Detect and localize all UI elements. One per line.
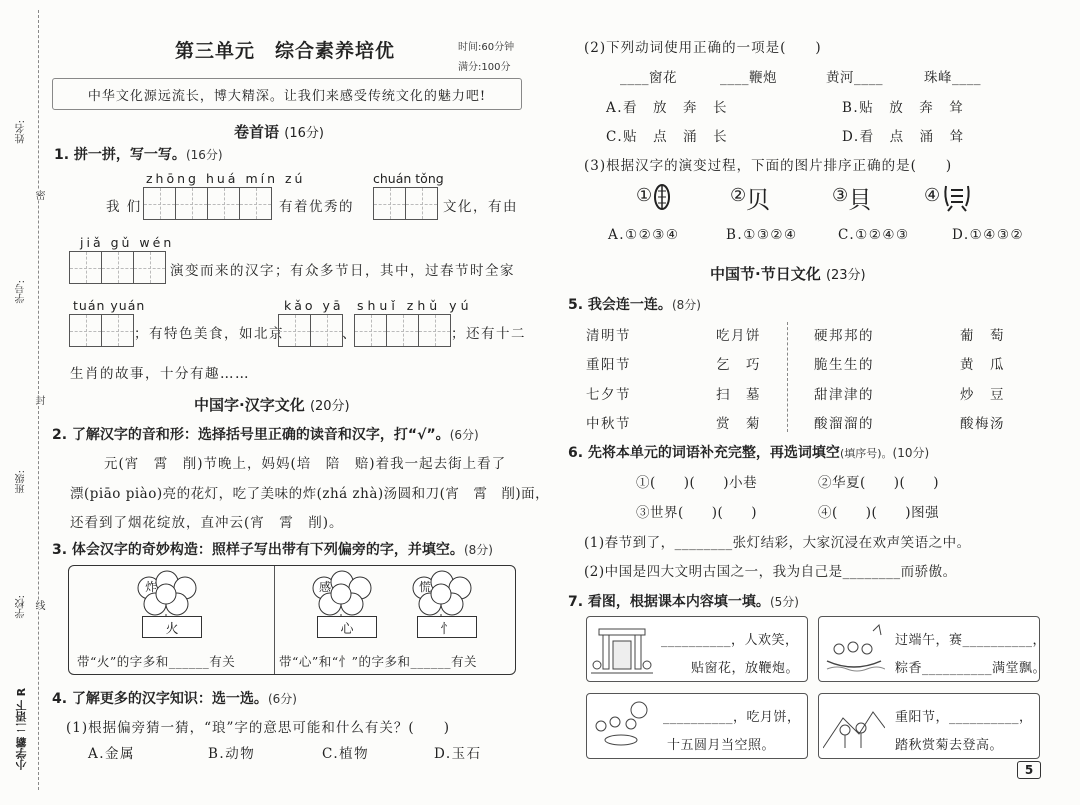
flower-char-2: 感 [319, 580, 332, 594]
q4-opt2-a[interactable]: A.看 放 奔 长 [606, 100, 729, 116]
q1-text-d: 演变而来的汉字；有众多节日，其中，过春节时全家 [170, 263, 515, 279]
q1-text-e: ；有特色美食，如北京 [134, 326, 284, 342]
pinyin-jiaguwen: jiǎ gǔ wén [80, 235, 175, 250]
page-number: 5 [1017, 761, 1041, 779]
pinyin-chuantong: chuán tǒng [373, 171, 444, 186]
q4-opt2-d[interactable]: D.看 点 涌 耸 [842, 129, 965, 145]
q4-opt3-c[interactable]: C.①②④③ [838, 227, 910, 243]
q4-opt1-a[interactable]: A.金属 [88, 746, 136, 762]
p2-line1: 过端午，赛__________， [895, 633, 1047, 648]
caption-fire: 带“火”的字多和______有关 [77, 654, 236, 669]
q2-line1: 元(宵 霄 削)节晚上，妈妈(培 陪 赔)着我一起去街上看了 [104, 456, 507, 472]
bronze-bei-glyph-icon [942, 182, 972, 212]
glyph-label-1: ① [636, 185, 653, 206]
pinyin-kaoya: kǎo yā [284, 298, 344, 313]
glyph-label-2: ② [730, 185, 747, 206]
festival-zhongqiu[interactable]: 中秋节 [586, 416, 631, 432]
food-4[interactable]: 酸梅汤 [960, 416, 1005, 432]
caption-heart: 带“心”和“忄”的字多和______有关 [279, 654, 478, 669]
radical-flower-box [68, 565, 516, 675]
glyph-label-4: ④ [924, 185, 941, 206]
glyph-bei-simplified: 贝 [746, 186, 770, 214]
q1-text-a: 我 们 [106, 199, 142, 215]
festival-qixi[interactable]: 七夕节 [586, 387, 631, 403]
word-3[interactable]: 甜津津的 [814, 387, 874, 403]
q2-title: 2. 了解汉字的音和形：选择括号里正确的读音和汉字，打“√”。(6分) [52, 427, 479, 443]
pinyin-tuanyuan: tuán yuán [73, 298, 146, 313]
q5-title: 5. 我会连一连。(8分) [568, 297, 701, 313]
intro-banner: 中华文化源远流长，博大精深。让我们来感受传统文化的魅力吧! [52, 78, 522, 110]
picture-box-dragon-boat [818, 616, 1047, 682]
q6-title: 6. 先将本单元的词语补充完整，再选词填空(填序号)。(10分) [568, 445, 930, 461]
brand-logo: 小学霸 二语下 R [15, 687, 28, 770]
write-grid-4[interactable] [144, 187, 272, 220]
q2-line3: 还看到了烟花绽放，直冲云(宵 霄 削)。 [70, 515, 344, 531]
q4-opt3-b[interactable]: B.①③②④ [726, 227, 798, 243]
climbing-elders-illustration [823, 698, 885, 754]
dragon-boat-illustration [823, 621, 885, 677]
q4-blank-b: ____鞭炮 [720, 70, 777, 86]
p3-line2: 十五圆月当空照。 [667, 738, 776, 753]
picture-box-spring-festival [586, 616, 808, 682]
q4-blank-c: 黄河____ [826, 70, 883, 86]
binding-spine [0, 0, 55, 805]
write-grid-2b[interactable] [70, 314, 134, 347]
write-grid-2c[interactable] [279, 314, 343, 347]
radical-banner-heart-side: 忄 [417, 616, 477, 638]
q4-opt3-d[interactable]: D.①④③② [952, 227, 1025, 243]
p3-line1: __________，吃月饼， [663, 710, 801, 725]
q1-text-g: ；还有十二 [451, 326, 526, 342]
q6-word-1: ①( )( )小巷 [636, 475, 758, 491]
food-1[interactable]: 葡 萄 [960, 328, 1005, 344]
section-title-preface: 卷首语 (16分) [234, 123, 324, 141]
p1-line2: 贴窗花，放鞭炮。 [691, 661, 800, 676]
festival-qingming[interactable]: 清明节 [586, 328, 631, 344]
q1-text-c: 文化，有由 [443, 199, 518, 215]
q2-line2: 漂(piāo piào)亮的花灯，吃了美味的炸(zhá zhà)汤圆和刀(宵 霄 削)面， [70, 486, 550, 502]
q6-sentence-1: (1)春节到了，________张灯结彩，大家沉浸在欢声笑语之中。 [584, 535, 971, 551]
name-label: 姓名: [16, 120, 27, 144]
q1-text-f: 、 [342, 326, 357, 342]
festival-chongyang[interactable]: 重阳节 [586, 357, 631, 373]
q3-title: 3. 体会汉字的奇妙构造：照样子写出带有下列偏旁的字，并填空。(8分) [52, 542, 493, 558]
custom-2[interactable]: 乞 巧 [716, 357, 761, 373]
student-id-label: 学号: [16, 280, 27, 304]
section-title-characters: 中国字·汉字文化 (20分) [194, 396, 350, 414]
picture-box-mid-autumn [586, 693, 808, 759]
write-grid-3b[interactable] [355, 314, 451, 347]
word-2[interactable]: 脆生生的 [814, 357, 874, 373]
time-limit: 时间:60分钟 [458, 42, 515, 53]
cut-mark-xian: 线 [33, 600, 44, 610]
mooncake-family-illustration [591, 698, 653, 754]
flower-char-1: 炸 [145, 580, 158, 594]
radical-banner-heart: 心 [317, 616, 377, 638]
food-3[interactable]: 炒 豆 [960, 387, 1005, 403]
school-label: 学校: [16, 595, 27, 619]
q4-opt1-d[interactable]: D.玉石 [434, 746, 482, 762]
p2-line2: 粽香__________满堂飘。 [895, 661, 1047, 676]
section-title-festivals: 中国节·节日文化 (23分) [710, 265, 866, 283]
q4-opt2-b[interactable]: B.贴 放 奔 耸 [842, 100, 965, 116]
q4-sub3: (3)根据汉字的演变过程，下面的图片排序正确的是( ) [584, 158, 953, 174]
q6-word-2: ②华夏( )( ) [818, 475, 940, 491]
p4-line1: 重阳节，__________， [895, 710, 1033, 725]
q4-blank-d: 珠峰____ [924, 70, 981, 86]
q1-text-b: 有着优秀的 [279, 199, 354, 215]
shell-pictograph-icon [652, 182, 672, 212]
p4-line2: 踏秋赏菊去登高。 [895, 738, 1004, 753]
custom-4[interactable]: 赏 菊 [716, 416, 761, 432]
q4-opt1-b[interactable]: B.动物 [208, 746, 256, 762]
q6-word-4: ④( )( )图强 [818, 505, 940, 521]
cut-mark-mi: 密 [33, 190, 44, 200]
q4-opt3-a[interactable]: A.①②③④ [608, 227, 680, 243]
glyph-bei-traditional: 貝 [848, 186, 872, 214]
flower-char-3: 慌 [419, 580, 432, 594]
cut-mark-feng: 封 [33, 395, 44, 405]
word-1[interactable]: 硬邦邦的 [814, 328, 874, 344]
picture-box-double-ninth [818, 693, 1040, 759]
q4-sub1: (1)根据偏旁猜一猜，“琅”字的意思可能和什么有关？( ) [66, 720, 450, 736]
q4-opt1-c[interactable]: C.植物 [322, 746, 370, 762]
q4-title: 4. 了解更多的汉字知识：选一选。(6分) [52, 691, 297, 707]
custom-3[interactable]: 扫 墓 [716, 387, 761, 403]
custom-1[interactable]: 吃月饼 [716, 328, 761, 344]
q1-text-h: 生肖的故事，十分有趣…… [70, 366, 250, 382]
q6-sentence-2: (2)中国是四大文明古国之一，我为自己是________而骄傲。 [584, 564, 957, 580]
full-score: 满分:100分 [458, 62, 511, 73]
q1-title: 1. 拼一拼，写一写。(16分) [54, 147, 223, 163]
p1-line1: __________，人欢笑， [661, 633, 799, 648]
class-label: 班级: [16, 470, 27, 494]
glyph-label-3: ③ [832, 185, 849, 206]
page-title: 第三单元 综合素养培优 [175, 40, 396, 62]
q4-sub2: (2)下列动词使用正确的一项是( ) [584, 40, 822, 56]
gate-fireworks-illustration [591, 621, 653, 677]
food-2[interactable]: 黄 瓜 [960, 357, 1005, 373]
radical-banner-fire: 火 [142, 616, 202, 638]
q4-opt2-c[interactable]: C.贴 点 涌 长 [606, 129, 729, 145]
q4-blank-a: ____窗花 [620, 70, 677, 86]
q7-title: 7. 看图，根据课本内容填一填。(5分) [568, 594, 799, 610]
pinyin-zhonghuaminzu: zhōng huá mín zú [146, 171, 306, 186]
word-4[interactable]: 酸溜溜的 [814, 416, 874, 432]
write-grid-2[interactable] [374, 187, 438, 220]
match-divider [787, 322, 788, 432]
pinyin-shuizhuyu: shuǐ zhǔ yú [357, 298, 473, 313]
q6-word-3: ③世界( )( ) [636, 505, 758, 521]
write-grid-3[interactable] [70, 251, 166, 284]
